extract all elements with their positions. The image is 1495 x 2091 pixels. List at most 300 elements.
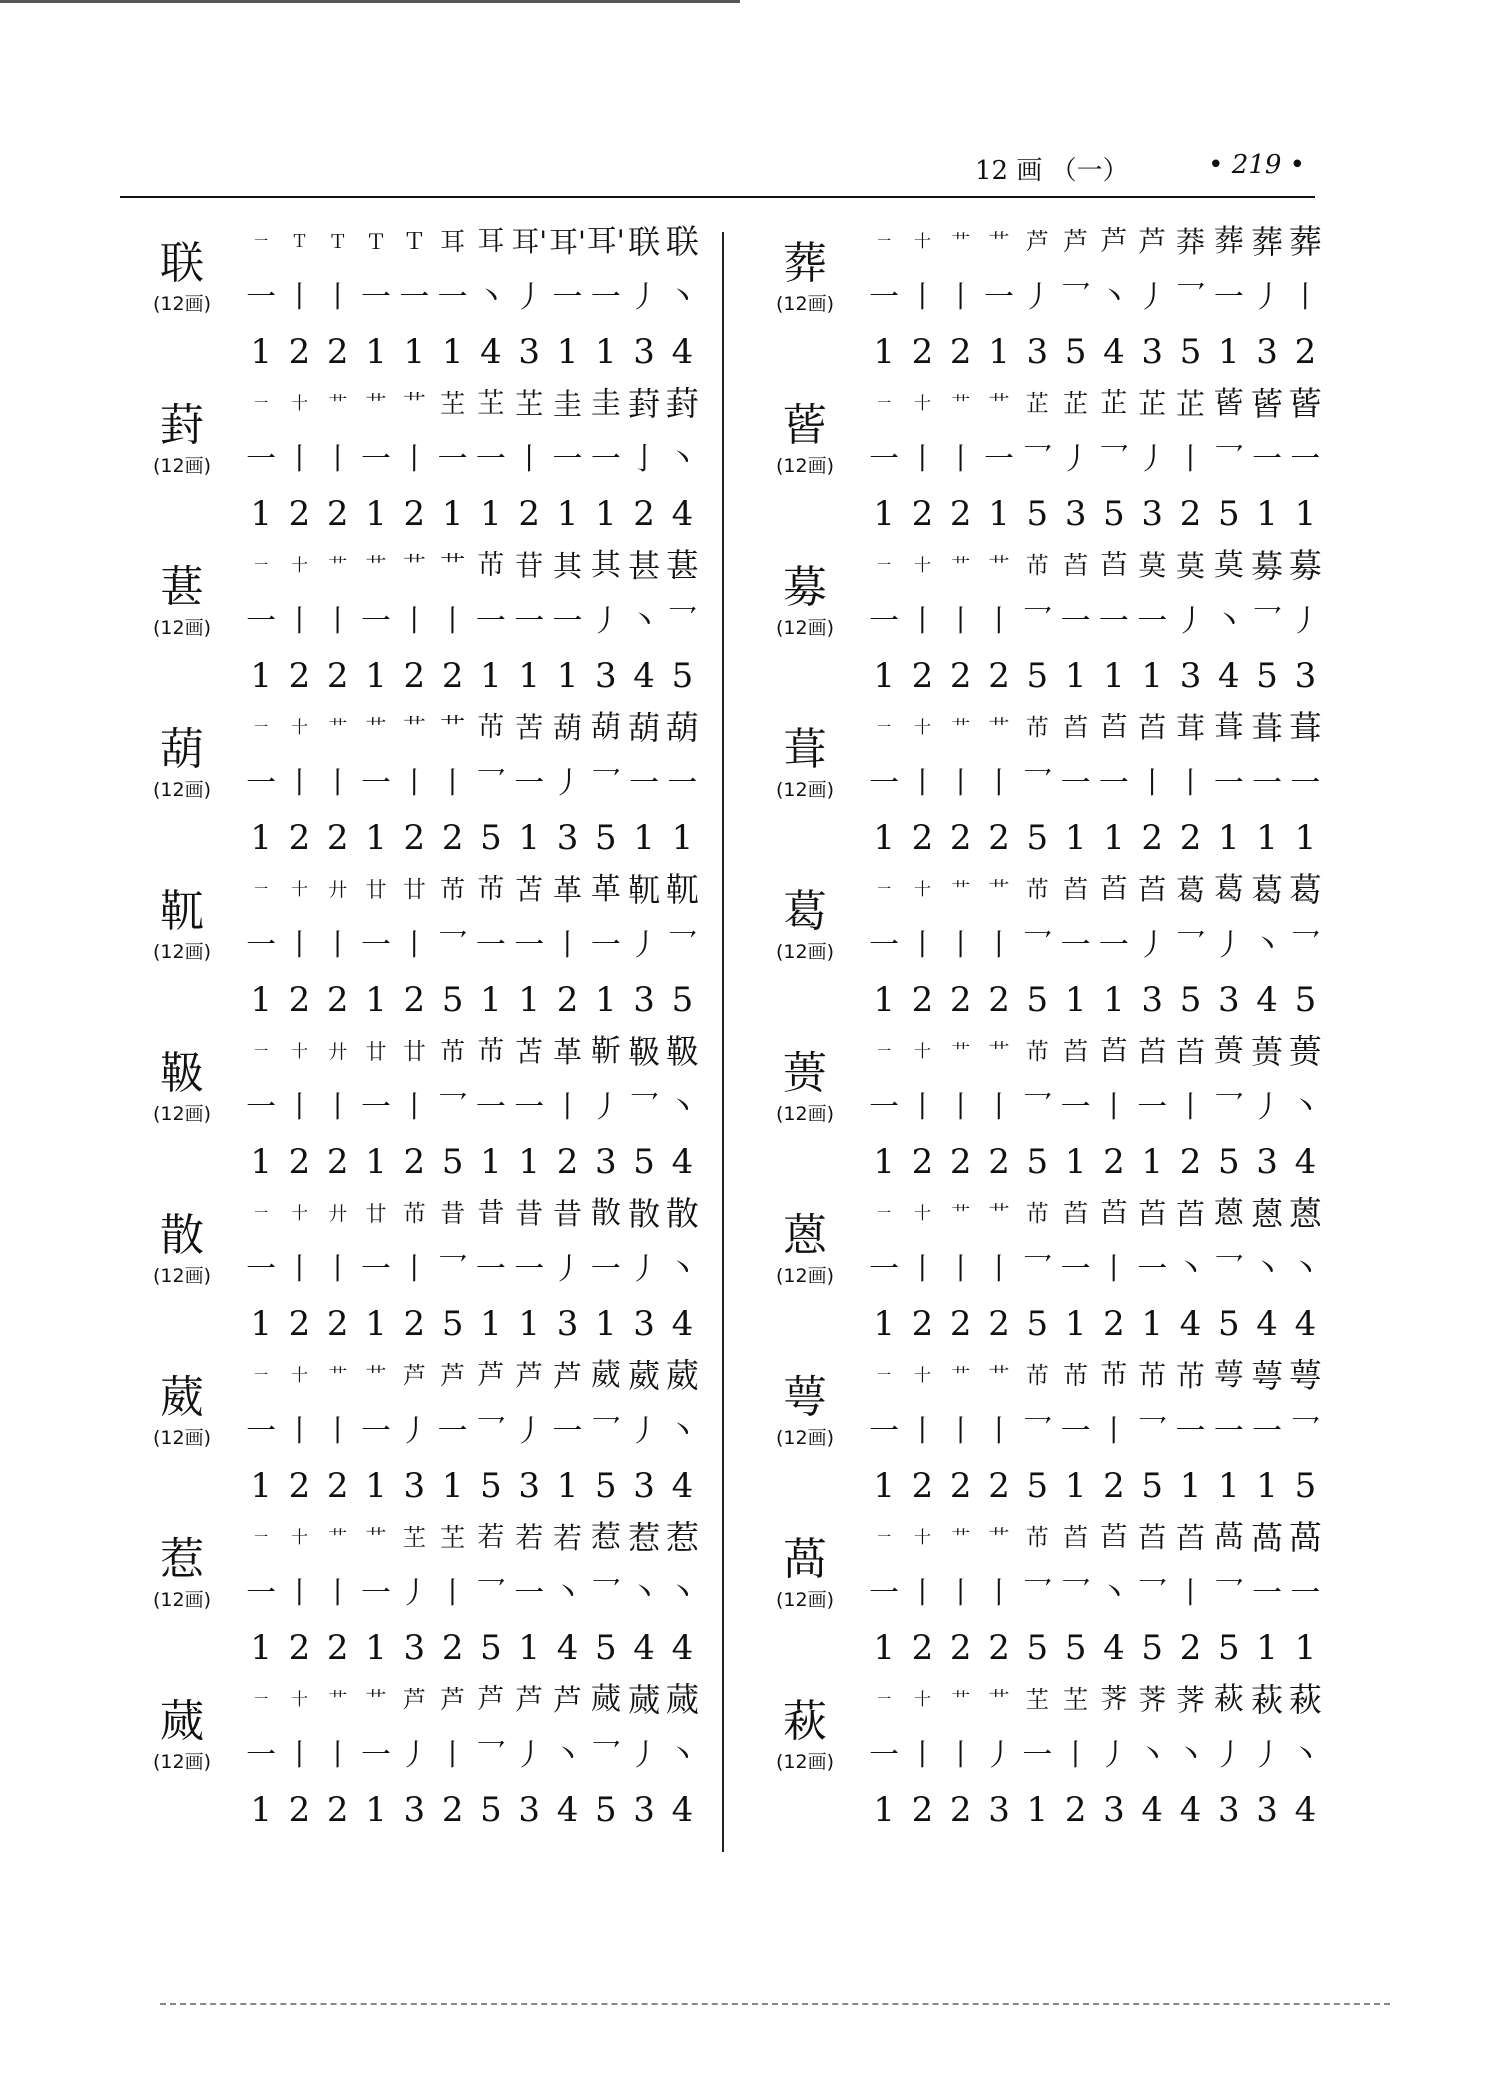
stroke-shape: 丿: [629, 1414, 660, 1449]
progression-step: 萼: [1288, 1356, 1322, 1395]
progression-step: 若: [477, 1522, 505, 1553]
progression-row: [242, 1673, 702, 1727]
stroke-row: [242, 433, 702, 487]
stroke-code: 5: [1103, 494, 1125, 534]
char-entry: [745, 1349, 1345, 1517]
progression-step: 圭: [553, 387, 583, 421]
progression-step: 苩: [1138, 711, 1167, 744]
stroke-shape: 丿: [1098, 1738, 1129, 1773]
progression-step: 若: [553, 1521, 583, 1555]
stroke-code: 5: [1294, 1466, 1317, 1506]
stroke-code: 5: [595, 1790, 617, 1830]
headword-char: 萩: [783, 1696, 827, 1747]
stroke-code: 1: [873, 1304, 895, 1344]
progression-step: 散: [628, 1195, 661, 1233]
stroke-shape: 丨: [322, 442, 353, 477]
progression-step: 艹: [440, 551, 466, 580]
stroke-code: 5: [1026, 1466, 1049, 1506]
stroke-shape: 丨: [1175, 442, 1206, 477]
progression-step: 荠: [1138, 1683, 1167, 1716]
progression-step: 艹: [328, 393, 348, 415]
stroke-shape: 乛: [1137, 1576, 1168, 1611]
progression-step: 廿: [365, 1202, 387, 1226]
stroke-code: 2: [1103, 1304, 1125, 1344]
stroke-code: 4: [1294, 1142, 1317, 1182]
section-title: 12 画 （一）: [975, 156, 1129, 186]
progression-step: 一: [254, 1368, 269, 1384]
stroke-shape: 一: [361, 766, 392, 801]
stroke-shape: 丨: [399, 766, 430, 801]
stroke-shape: 丨: [284, 1576, 315, 1611]
char-entry: [745, 1511, 1345, 1679]
stroke-code: 3: [403, 1466, 426, 1506]
stroke-code: 3: [1141, 494, 1164, 534]
progression-step: 艹: [328, 555, 348, 577]
stroke-shape: 乛: [475, 1414, 506, 1449]
stroke-row: [242, 919, 702, 973]
stroke-code: 5: [1179, 332, 1202, 372]
code-row: [865, 1623, 1325, 1673]
stroke-code: 1: [873, 1142, 895, 1182]
stroke-shape: 一: [1213, 280, 1244, 315]
headword-char: 靰: [160, 886, 204, 937]
stroke-count: (12画): [775, 1103, 834, 1125]
progression-row: [242, 1187, 702, 1241]
stroke-code: 4: [1103, 332, 1125, 372]
stroke-shape: 一: [1137, 1252, 1168, 1287]
stroke-count: (12画): [775, 1265, 834, 1287]
stroke-code: 1: [365, 818, 387, 858]
stroke-shape: 一: [246, 928, 277, 963]
stroke-code: 1: [1064, 1304, 1087, 1344]
stroke-code: 3: [518, 1466, 541, 1506]
progression-step: 芇: [477, 712, 505, 743]
progression-step: 一: [877, 396, 892, 412]
progression-step: 募: [1288, 546, 1322, 585]
stroke-code: 1: [595, 332, 617, 372]
stroke-code: 1: [365, 494, 387, 534]
progression-step: 十: [290, 1042, 308, 1062]
progression-step: 艹: [988, 716, 1010, 740]
char-entry: [745, 377, 1345, 545]
stroke-shape: 丨: [1175, 1576, 1206, 1611]
stroke-shape: 丨: [984, 766, 1015, 801]
stroke-code: 4: [1256, 980, 1278, 1020]
progression-step: 葛: [1288, 870, 1322, 909]
stroke-code: 2: [949, 1304, 972, 1344]
stroke-shape: 丨: [322, 604, 353, 639]
stroke-shape: 一: [984, 442, 1015, 477]
progression-step: 芦: [553, 1359, 583, 1393]
progression-step: 葑: [665, 384, 699, 423]
progression-step: 芦: [440, 1361, 466, 1390]
stroke-code: 5: [633, 1142, 655, 1182]
code-row: [865, 327, 1325, 377]
stroke-shape: 丿: [590, 604, 621, 639]
progression-step: 萩: [1213, 1682, 1244, 1717]
progression-step: 苩: [1138, 1521, 1167, 1554]
stroke-code: 1: [250, 332, 272, 372]
progression-step: 艹: [440, 713, 466, 742]
stroke-code: 2: [288, 494, 311, 534]
stroke-shape: 丨: [322, 1576, 353, 1611]
code-row: [242, 651, 702, 701]
char-entry: [745, 863, 1345, 1031]
progression-row: [242, 377, 702, 431]
stroke-code: 2: [326, 1466, 349, 1506]
stroke-code: 5: [1026, 1142, 1049, 1182]
stroke-code: 5: [1026, 494, 1049, 534]
stroke-code: 4: [671, 332, 694, 372]
stroke-row: [242, 1729, 702, 1783]
stroke-count: (12画): [152, 1265, 211, 1287]
stroke-count: (12画): [152, 941, 211, 963]
stroke-code: 1: [250, 656, 272, 696]
progression-step: 十: [913, 1042, 931, 1062]
progression-step: 其: [590, 548, 621, 583]
progression-step: 萵: [1213, 1520, 1244, 1555]
headword-char: 葬: [783, 238, 827, 289]
stroke-shape: 一: [1060, 766, 1091, 801]
progression-step: 萵: [1288, 1518, 1322, 1557]
stroke-code: 2: [288, 980, 311, 1020]
stroke-shape: 乛: [1022, 604, 1053, 639]
stroke-shape: 丨: [284, 442, 315, 477]
stroke-shape: 乛: [1175, 280, 1206, 315]
progression-step: 一: [254, 396, 269, 412]
stroke-shape: 丿: [1252, 1738, 1283, 1773]
stroke-code: 2: [1179, 1142, 1202, 1182]
stroke-shape: 丨: [552, 928, 583, 963]
stroke-code: 3: [1218, 980, 1240, 1020]
entry-headword: [745, 1209, 865, 1289]
stroke-code: 2: [403, 1142, 426, 1182]
char-entry: [745, 215, 1345, 383]
stroke-shape: 乛: [590, 1738, 621, 1773]
stroke-shape: 丶: [1290, 1252, 1321, 1287]
code-row: [865, 1461, 1325, 1511]
progression-step: 芦: [477, 1684, 505, 1715]
stroke-code: 5: [595, 818, 617, 858]
stroke-code: 2: [949, 818, 972, 858]
stroke-shape: 丿: [1137, 928, 1168, 963]
stroke-count: (12画): [775, 1427, 834, 1449]
stroke-count: (12画): [775, 1751, 834, 1773]
stroke-shape: 丨: [284, 1738, 315, 1773]
stroke-code: 5: [1218, 1142, 1240, 1182]
stroke-code: 1: [518, 656, 541, 696]
stroke-row: [865, 1081, 1325, 1135]
char-entry: [122, 377, 722, 545]
entry-headword: [745, 885, 865, 965]
progression-row: [242, 215, 702, 269]
stroke-shape: 一: [552, 280, 583, 315]
stroke-shape: 丨: [1060, 1738, 1091, 1773]
progression-step: 艹: [365, 554, 387, 578]
progression-step: 圭: [590, 386, 621, 421]
stroke-code: 4: [1218, 656, 1240, 696]
stroke-shape: 乛: [437, 1090, 468, 1125]
stroke-shape: 丨: [1175, 1090, 1206, 1125]
progression-step: 艹: [988, 554, 1010, 578]
stroke-count: (12画): [152, 1427, 211, 1449]
stroke-code: 3: [1256, 332, 1278, 372]
stroke-code: 5: [480, 1790, 502, 1830]
progression-step: 艹: [988, 1040, 1010, 1064]
progression-step: 艹: [951, 1689, 971, 1711]
stroke-count: (12画): [775, 779, 834, 801]
stroke-shape: 丨: [945, 442, 976, 477]
stroke-shape: 丨: [322, 1414, 353, 1449]
progression-step: 芦: [515, 1359, 544, 1392]
stroke-shape: 丿: [1252, 1090, 1283, 1125]
stroke-shape: 丨: [1290, 280, 1321, 315]
stroke-code: 3: [595, 656, 617, 696]
headword-char: 葑: [160, 400, 204, 451]
stroke-code: 2: [911, 656, 934, 696]
progression-step: 芏: [402, 1525, 426, 1551]
stroke-shape: 乛: [1175, 928, 1206, 963]
stroke-shape: 乛: [629, 1090, 660, 1125]
stroke-code: 5: [480, 1628, 502, 1668]
progression-step: 艹: [988, 1202, 1010, 1226]
progression-step: 十: [290, 1528, 308, 1548]
stroke-code: 5: [1026, 656, 1049, 696]
progression-step: 苩: [1138, 873, 1167, 906]
stroke-code: 2: [288, 1466, 311, 1506]
progression-step: 芇: [1025, 715, 1049, 741]
stroke-shape: 丶: [667, 1252, 698, 1287]
stroke-code: 2: [1064, 1790, 1087, 1830]
progression-step: 靰: [665, 870, 699, 909]
stroke-row: [865, 919, 1325, 973]
stroke-shape: 丨: [284, 928, 315, 963]
progression-step: 廾: [328, 879, 348, 901]
progression-step: 苩: [1176, 1197, 1206, 1231]
stroke-code: 2: [911, 1304, 934, 1344]
stroke-code: 1: [441, 494, 464, 534]
stroke-code: 2: [403, 494, 426, 534]
stroke-shape: 丿: [1022, 280, 1053, 315]
stroke-code: 1: [1294, 494, 1317, 534]
stroke-shape: 丶: [629, 1576, 660, 1611]
stroke-shape: 丶: [667, 1576, 698, 1611]
stroke-code: 2: [441, 818, 464, 858]
stroke-shape: 亅: [629, 442, 660, 477]
progression-step: 荠: [1176, 1683, 1206, 1717]
stroke-code: 1: [595, 1304, 617, 1344]
stroke-code: 1: [365, 980, 387, 1020]
code-row: [865, 1299, 1325, 1349]
stroke-shape: 乛: [1022, 766, 1053, 801]
progression-step: 耳': [549, 225, 587, 259]
progression-step: 芷: [1063, 389, 1089, 418]
stroke-shape: 丨: [945, 1414, 976, 1449]
stroke-code: 1: [556, 656, 579, 696]
stroke-shape: 丨: [907, 442, 938, 477]
progression-step: 萩: [1251, 1681, 1284, 1719]
stroke-shape: 乛: [1022, 1414, 1053, 1449]
progression-step: 耳': [511, 225, 548, 258]
stroke-shape: 乛: [1098, 442, 1129, 477]
progression-step: 一: [877, 1206, 892, 1222]
stroke-code: 1: [365, 656, 387, 696]
stroke-code: 1: [365, 1142, 387, 1182]
entry-headword: [122, 399, 242, 479]
progression-step: 昔: [553, 1197, 583, 1231]
stroke-code: 2: [1103, 1466, 1125, 1506]
progression-row: [865, 539, 1325, 593]
stroke-code: 5: [1026, 980, 1049, 1020]
progression-step: 芦: [1025, 229, 1049, 255]
stroke-shape: 一: [361, 442, 392, 477]
stroke-code: 3: [403, 1790, 426, 1830]
progression-step: 芇: [1100, 1360, 1128, 1391]
stroke-shape: 乛: [1290, 1414, 1321, 1449]
stroke-shape: 丿: [399, 1576, 430, 1611]
progression-step: 芇: [1025, 1039, 1049, 1065]
progression-step: 散: [590, 1196, 621, 1231]
stroke-shape: 丶: [667, 442, 698, 477]
entry-headword: [122, 723, 242, 803]
stroke-code: 2: [1103, 1142, 1125, 1182]
stroke-row: [242, 1081, 702, 1135]
stroke-code: 2: [911, 980, 934, 1020]
stroke-shape: 一: [1252, 442, 1283, 477]
stroke-shape: 丿: [514, 1414, 545, 1449]
progression-step: 葛: [1176, 873, 1206, 907]
stroke-shape: 丶: [1252, 928, 1283, 963]
progression-step: 惹: [628, 1519, 661, 1557]
stroke-shape: 丿: [629, 280, 660, 315]
stroke-shape: 丿: [629, 1252, 660, 1287]
progression-step: 革: [553, 873, 583, 907]
stroke-shape: 一: [1060, 1252, 1091, 1287]
stroke-code: 5: [1064, 1628, 1087, 1668]
progression-step: 葳: [590, 1358, 621, 1393]
stroke-shape: 乛: [1213, 442, 1244, 477]
column-divider: [722, 232, 724, 1852]
stroke-code: 2: [326, 818, 349, 858]
stroke-shape: 一: [361, 1414, 392, 1449]
stroke-shape: 一: [514, 1090, 545, 1125]
stroke-code: 1: [1256, 818, 1278, 858]
stroke-code: 2: [288, 332, 311, 372]
stroke-shape: 丨: [1098, 1414, 1129, 1449]
stroke-shape: 丶: [1175, 1252, 1206, 1287]
progression-step: 蒇: [665, 1680, 699, 1719]
stroke-shape: 丿: [1060, 442, 1091, 477]
progression-step: 靸: [628, 1033, 661, 1071]
stroke-code: 2: [288, 1142, 311, 1182]
stroke-shape: 一: [869, 766, 900, 801]
stroke-code: 3: [1256, 1142, 1278, 1182]
stroke-shape: 丨: [945, 766, 976, 801]
progression-step: 芷: [1100, 388, 1128, 419]
stroke-shape: 一: [1060, 1414, 1091, 1449]
code-row: [242, 489, 702, 539]
stroke-code: 2: [1294, 332, 1317, 372]
stroke-shape: 丨: [399, 1252, 430, 1287]
stroke-code: 1: [1141, 656, 1164, 696]
progression-step: 葫: [590, 710, 621, 745]
stroke-code: 2: [556, 1142, 579, 1182]
stroke-code: 1: [480, 980, 502, 1020]
headword-char: 散: [160, 1210, 204, 1261]
headword-char: 蒈: [783, 400, 827, 451]
stroke-code: 3: [518, 1790, 541, 1830]
stroke-code: 2: [911, 1466, 934, 1506]
stroke-shape: 一: [1290, 766, 1321, 801]
entry-headword: [122, 561, 242, 641]
progression-step: 艹: [988, 230, 1010, 254]
progression-step: 艹: [402, 391, 426, 417]
stroke-shape: 一: [1098, 766, 1129, 801]
progression-row: [865, 701, 1325, 755]
progression-step: 昔: [515, 1197, 544, 1230]
char-entry: [122, 1673, 722, 1841]
headword-char: 联: [160, 238, 204, 289]
stroke-shape: 乛: [1252, 604, 1283, 639]
stroke-shape: 一: [246, 604, 277, 639]
stroke-code: 2: [288, 1304, 311, 1344]
stroke-shape: 丿: [514, 280, 545, 315]
stroke-shape: 一: [361, 1576, 392, 1611]
stroke-shape: 丿: [514, 1738, 545, 1773]
progression-step: 艹: [951, 879, 971, 901]
stroke-code: 5: [671, 980, 694, 1020]
progression-step: 芇: [477, 874, 505, 905]
progression-step: 莫: [1138, 549, 1167, 582]
progression-step: 一: [254, 882, 269, 898]
stroke-code: 2: [911, 332, 934, 372]
progression-step: 艹: [365, 716, 387, 740]
stroke-code: 3: [633, 980, 655, 1020]
headword-char: 葳: [160, 1372, 204, 1423]
stroke-shape: 丶: [1098, 1576, 1129, 1611]
char-entry: [122, 1349, 722, 1517]
progression-step: 艹: [328, 1689, 348, 1711]
stroke-count: (12画): [152, 1103, 211, 1125]
stroke-code: 1: [595, 494, 617, 534]
stroke-row: [865, 1243, 1325, 1297]
stroke-shape: 一: [1060, 928, 1091, 963]
stroke-shape: 丨: [284, 1252, 315, 1287]
stroke-shape: 乛: [1022, 1576, 1053, 1611]
progression-step: 芦: [1138, 225, 1167, 258]
stroke-shape: 一: [869, 280, 900, 315]
stroke-code: 1: [365, 1790, 387, 1830]
stroke-shape: 丿: [1213, 928, 1244, 963]
stroke-shape: 一: [246, 1252, 277, 1287]
stroke-shape: 丨: [284, 1414, 315, 1449]
stroke-row: [865, 1567, 1325, 1621]
stroke-shape: 丿: [552, 1252, 583, 1287]
stroke-shape: 一: [514, 1252, 545, 1287]
stroke-shape: 丨: [907, 1090, 938, 1125]
stroke-shape: 丨: [322, 1252, 353, 1287]
stroke-code: 3: [988, 1790, 1010, 1830]
progression-step: 一: [877, 1692, 892, 1708]
progression-step: 一: [254, 1692, 269, 1708]
stroke-shape: 一: [1290, 1576, 1321, 1611]
stroke-shape: 丨: [322, 1738, 353, 1773]
progression-step: 一: [254, 1044, 269, 1060]
headword-char: 靸: [160, 1048, 204, 1099]
stroke-shape: 一: [514, 604, 545, 639]
progression-step: 蒈: [1288, 384, 1322, 423]
progression-step: 艹: [988, 1364, 1010, 1388]
